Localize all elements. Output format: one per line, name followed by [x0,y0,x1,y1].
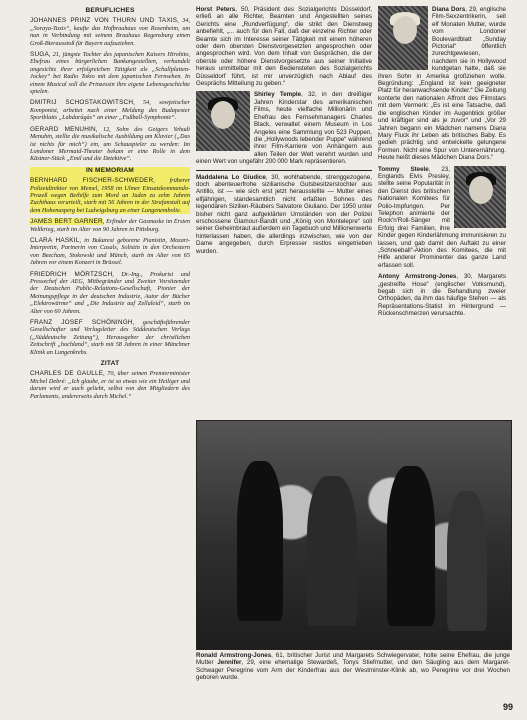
entry-horst-peters: Horst Peters, 50, Präsident des Sozialgerichts Düsseldorf, erließ an alle Richter, Beamten und Angestellten seines Gerichts eine „Rundverfügung“, die strikt den Dienstweg anbefiehlt, „... auch für den Fall, daß der einzelne Richter oder Beamte sich im Interesse seiner Tätigkeit mit einem höheren oder dem obersten Dienstvorgesetzten angesprochen oder angesprochen wird. Von dem Inhalt von Gesprächen, die der oberste oder höhere Dienstvorgesetzte aus seiner Initiative heraus unmittelbar mit den Bediensteten des Sozialgerichts Düsseldorf führt, ist mir unverzüglich nach Ablauf des Gesprächs Mitteilung zu geben.“ [196,6,372,88]
portrait-tommy-steele [454,166,506,228]
entry-schostakowitsch: DMITRIJ SCHOSTAKOWITSCH, 54, sowjetischer Komponist, arbeitet nach einer Meldung des Budapester Sportblatts „Labdarúgás“ an einer „Fußball-Symphonie“. [30,99,190,122]
entry-de-gaulle: CHARLES DE GAULLE, 70, über seinen Premierminister Michel Debré: „Ich glaube, er ist so etwas wie ein Heiliger und darum wird er auch geliebt, selbst von den Mitgliedern des Parlaments, andererseits durch Michel.“ [30,370,190,400]
entry-thurn-und-taxis: JOHANNES PRINZ VON THURN UND TAXIS, 34, „Soraya-Taxis“, kaufte das Hofbrauhaus von Rosenheim, um nun in Verbindung mit seinem Brauhaus Regensburg einen Groß-Bierausstoß für Bayern aufzuziehen. [30,17,190,47]
in-memoriam-highlight [30,167,190,214]
photo-caption: Ronald Armstrong-Jones, 61, britischer Jurist und Margarets Schwiegervater, holte seine Ehefrau, die junge Mutter Jennifer, 29, eine ehemalige Stewardeß, Tonys Stiefmutter, und den Säugling aus dem Margaret-Schwager Peregrine vom Arm der Kinderfrau aus der Westminster-Klinik ab, wo Peregrine vor drei Wochen geboren wurde. [196,652,510,682]
entry-schoeningh: FRANZ JOSEF SCHÖNINGH, geschäftsführender Gesellschafter und Verlagsleiter des Süddeutschen Verlags („Süddeutsche Zeitung“), Herausgeber der christlichen Zeitschrift „hochland“, starb mit 58 Jahren in einer Münchner Klinik an Lungenkrebs. [30,319,190,356]
entry-moertzsch: FRIEDRICH MÖRTZSCH, Dr.-Ing., Prokurist und Pressechef der AEG, Mitbegründer und Zweiter Vorsitzender der Deutschen Public-Relations-Gesellschaft, Pionier der Meinungspflege in der deutschen Industrie, Autor der Bücher „Elektrowärme“ und „Die Industrie auf Zelluloid“, starb im Alter von 60 Jahren. [30,270,190,315]
entry-menuhin: GERARD MENUHIN, 12, Sohn des Geigers Yehudi Menuhin, stellte die musikalische Ausbildung am Klavier („Das ist nichts für mich“) ein, um Schauspieler zu werden: Im Londoner Mermaid-Theater bekam er eine Rolle in dem Kästner-Stück „Emil und die Detektive“. [30,125,190,163]
middle-column [196,6,372,416]
left-column [30,6,190,700]
portrait-diana-dors [378,6,428,70]
section-title-zitat: ZITAT [100,360,120,368]
entry-tommy-steele: Tommy Steele, 23, Englands Elvis Presley, stellte seine Popularität in den Dienst des britischen Nationalen Komitees für Polio-Impfungen. Per Telephon animierte der Rock'n'Roll-Sänger mit Erfolg drei Familien, ihre Kinder gegen Kinderlähmung immunisieren zu lassen, und gab damit den Auftakt zu einer „Schneeball“-Aktion des Komitees, die mit Hilfe anderer Prominenter das ganze Land erfassen soll. [378,165,506,269]
entry-lo-giudice: Maddalena Lo Giudice, 30, wohlhabende, strenggezogene, doch abenteuerfrohe sizilianische Gutsbesitzerstochter aus Antillo, ist — wie sich erst jetzt herausstellte — Mutter eines elfjährigen, standesamtlich nicht erfaßten Sohnes des legendären Sizilien-Räubers Salvatore Giuliano. Der 1950 unter bisher nicht ganz aufgeklärten Umständen von der Polizei erschossene Glamour-Bandit und „König von Montelepre“ soll seiner Geheimbraut außerdem ein Tagebuch und Millionenwerte hinterlassen haben, die allerdings inzwischen, wie von der Dame angegeben, durch Erpresser restlos eingetrieben wurden. [196,173,372,255]
page-number: 99 [502,702,513,712]
entry-diana-dors: Diana Dors, 29, englische Film-Sexzentrikerin, seit elf Monaten Mutter, wurde vom Londoner Boulevardblatt „Sunday Pictorial“ öffentlich zurechtgewiesen, nachdem sie in Hollywood kundgetan hatte, daß sie ihren Sohn in Amerika großziehen wolle. Begründung: „England ist kein geeigneter Platz für heranwachsende Kinder.“ Die Zeitung konterte den nationalen Affront des Filmstars mit dem Vermerk: „Es ist eine Tatsache, daß die englischen Kinder im Augenblick größer und kräftiger sind als je zuvor“ und „Vor 29 Jahren begann ein Mädchen namens Diana Mary Fluck ihr Leben als britisches Baby. Es gedieh prächtig und entwickelte gelungene Formen. Nicht eine Spur von Unterernährung. Heute heißt dieses Mädchen Diana Dors.“ [378,6,506,162]
entry-haskil: CLARA HASKIL, in Bukarest geborene Pianistin, Mozart-Interpretin, Partnerin von Casals, Solistin in den Orchestern von Beecham, Stokowski und Münch, starb im Alter von 65 Jahren vor einem Konzert in Brüssel. [30,236,190,267]
photo-figure [387,466,435,626]
entry-garner: JAMES BERT GARNER, Erfinder der Gasmaske im Ersten Weltkrieg, starb im Alter von 90 Jahren in Pittsburg. [30,218,190,233]
right-column [378,6,506,416]
entry-shirley-temple: Shirley Temple, 32, in den dreißiger Jahren Kinderstar des amerikanischen Films, heute vielfache Millionärin und Ehefrau des Fernsehmanagers Charles Black, verwaltet einem Museum in Los Angeles eine Sammlung von 523 Puppen, die „Hollywoods lebender Puppe“ während ihrer Film-Karriere von Anhängern aus allen Teilen der Welt verehrt wurden und einen Wert von ungefähr 200 000 Mark repräsentieren. [196,91,372,166]
photo-figure [447,491,487,631]
section-title-in-memoriam: IN MEMORIAM [86,166,134,174]
divider [196,170,372,171]
section-title-berufliches: BERUFLICHES [85,7,135,14]
entry-suga: SUGA, 21, jüngste Tochter des japanischen Kaisers Hirohito, Ehefrau eines bürgerlichen Bankangestellten, verhandelt angesichts ihrer erfolgreichen Tätigkeit als „Schallplatten-Jockey“ bei Radio Tokio mit dem japanischen Fernsehen. In einem Musical soll die Prinzessin ihre eigene Lebensgeschichte spielen. [30,51,190,96]
portrait-shirley-temple [196,91,250,151]
entry-fischer-schweder: BERNHARD FISCHER-SCHWEDER, früherer Polizeidirektor von Memel, 1958 im Ulmer Einsatzkommando-Prozeß wegen Beihilfe zum Mord an Juden zu zehn Jahren Zuchthaus verurteilt, starb mit 56 Jahren in der Strafanstalt auf dem Hohenasperg bei Ludwigsburg an einer Lungenembolie. [30,177,190,214]
photo-figure [237,461,283,621]
photo-figure [307,476,357,626]
group-photograph [196,420,512,650]
entry-armstrong-jones: Antony Armstrong-Jones, 30, Margarets „gestreifte Hose“ (englischer Volksmund), begab sich in die Behandlung zweier Orthopäden, da ihm das häufige Stehen — als Repräsentations-Statist im Hintergrund — Rückenschmerzen verursachte. [378,273,506,318]
